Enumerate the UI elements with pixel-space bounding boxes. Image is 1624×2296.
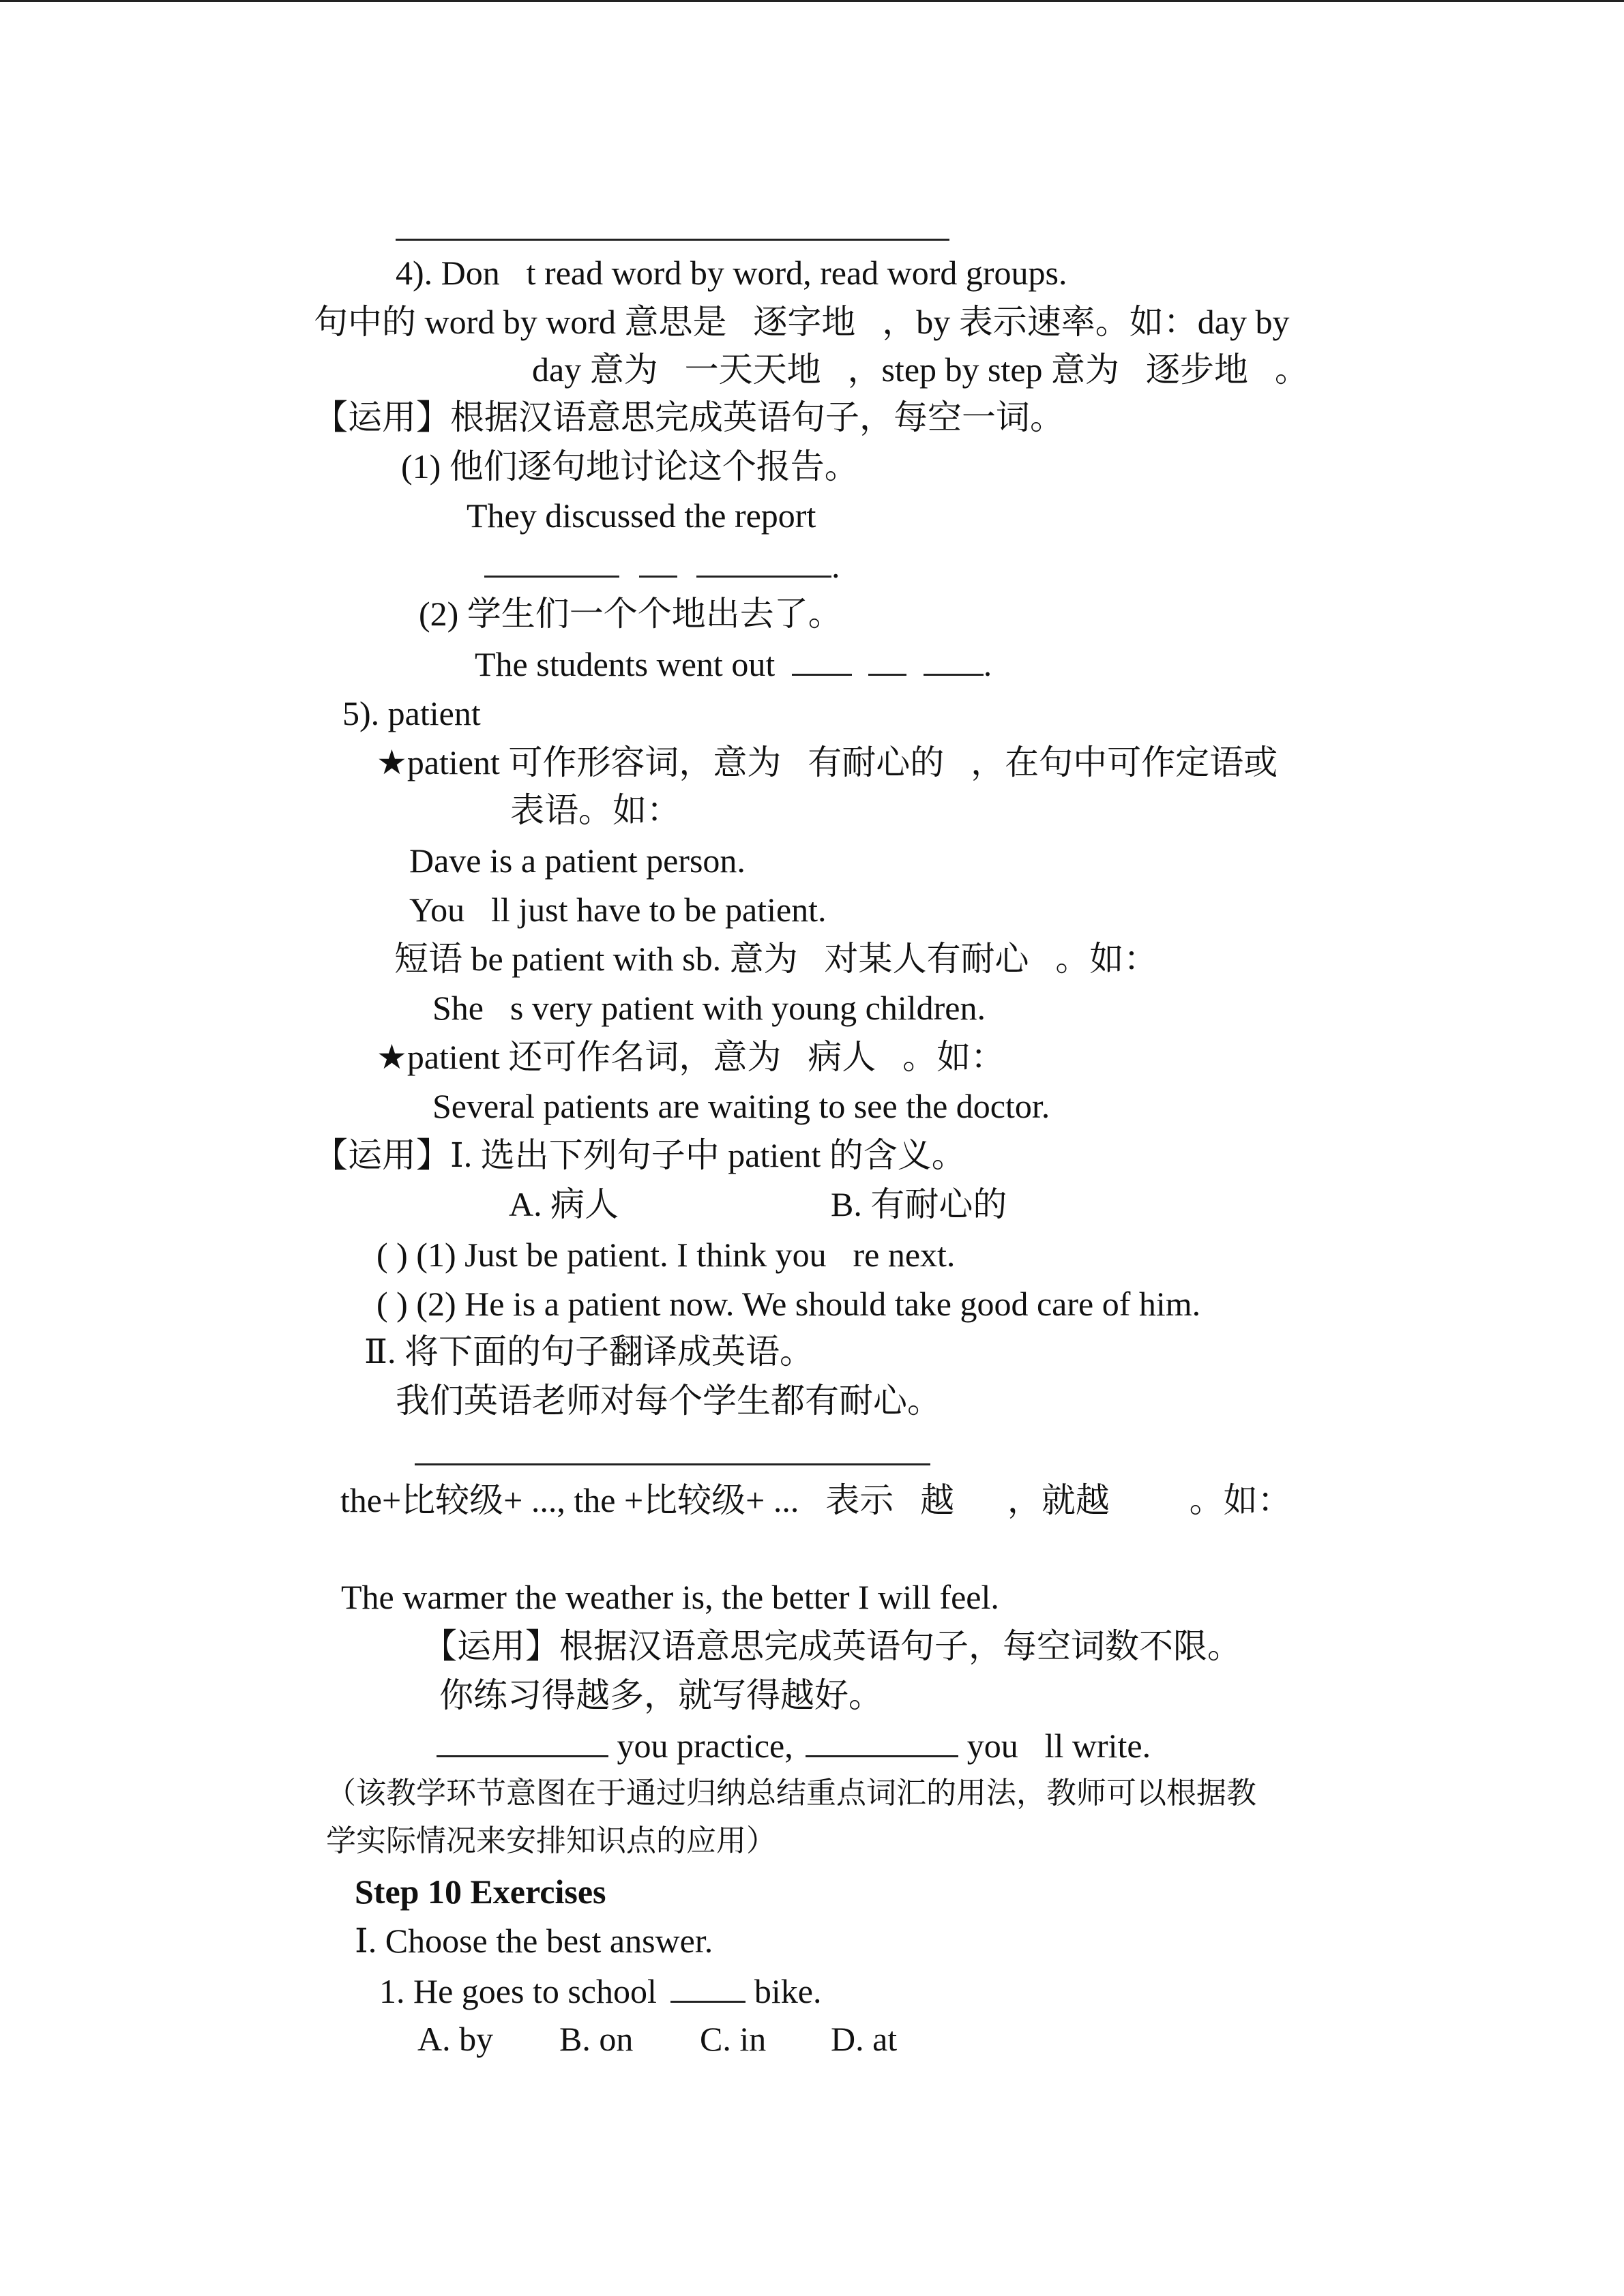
answer-option-a[interactable]: A. by: [417, 2020, 494, 2058]
explanation-text: ★patient 还可作名词，意为 病人 。如：: [377, 1038, 1005, 1076]
teaching-note: （该教学环节意图在于通过归纳总结重点词汇的用法，教师可以根据教: [326, 1776, 1256, 1810]
note-item-5: 5). patient: [342, 694, 481, 732]
period: .: [831, 547, 840, 585]
exercise-instruction: 【运用】根据汉语意思完成英语句子，每空一词。: [314, 398, 1064, 436]
fill-blank[interactable]: [806, 1725, 958, 1757]
explanation-text: day 意为 一天天地 ，step by step 意为 逐步地 。: [532, 351, 1309, 389]
option-a: A. 病人: [509, 1185, 619, 1223]
exercise-instruction: 【运用】Ⅰ. 选出下列句子中 patient 的含义。: [314, 1136, 966, 1174]
exercise-instruction: 【运用】根据汉语意思完成英语句子，每空词数不限。: [423, 1627, 1241, 1665]
exercise-sentence: [475, 644, 992, 685]
exercise-prompt: (2) 学生们一个个地出去了。: [419, 595, 842, 633]
fill-blank-row: [484, 546, 840, 586]
example-sentence: She s very patient with young children.: [432, 989, 986, 1027]
fill-blank[interactable]: [868, 644, 906, 676]
fill-blank[interactable]: [484, 546, 619, 578]
example-sentence: Several patients are waiting to see the doctor.: [432, 1087, 1050, 1125]
fill-blank[interactable]: [670, 1971, 745, 2003]
choice-question: ( ) (2) He is a patient now. We should take good care of him.: [377, 1285, 1201, 1323]
option-b: B. 有耐心的: [831, 1185, 1007, 1223]
sentence-text: you ll write.: [966, 1727, 1151, 1765]
answer-option-b[interactable]: B. on: [559, 2020, 634, 2058]
answer-option-c[interactable]: C. in: [700, 2020, 767, 2058]
choice-question: [379, 1971, 821, 2012]
teaching-note: 学实际情况来安排知识点的应用）: [326, 1824, 776, 1858]
explanation-text: 表语。如：: [510, 791, 681, 829]
answer-blank-line: [396, 239, 949, 241]
sentence-text: The students went out: [475, 645, 776, 683]
exercise-instruction: Ⅱ. 将下面的句子翻译成英语。: [364, 1332, 814, 1371]
answer-option-d[interactable]: D. at: [831, 2020, 898, 2058]
explanation-text: 短语 be patient with sb. 意为 对某人有耐心 。如：: [394, 940, 1158, 978]
fill-blank[interactable]: [792, 644, 852, 676]
fill-blank[interactable]: [924, 644, 984, 676]
fill-blank[interactable]: [639, 546, 677, 578]
period: .: [983, 645, 992, 683]
explanation-text: 句中的 word by word 意思是 逐字地 ，by 表示速率。如：day by: [314, 303, 1290, 341]
exercise-instruction: Ⅰ. Choose the best answer.: [355, 1922, 713, 1960]
fill-blank[interactable]: [437, 1725, 608, 1757]
question-text: bike.: [754, 1972, 822, 2010]
exercise-prompt: (1) 他们逐句地讨论这个报告。: [401, 447, 859, 486]
exercise-sentence: [437, 1725, 1151, 1766]
exercise-prompt: 你练习得越多，就写得越好。: [439, 1676, 883, 1714]
fill-blank[interactable]: [696, 546, 831, 578]
page-top-border: [0, 0, 1624, 2]
example-sentence: The warmer the weather is, the better I will feel.: [341, 1578, 999, 1616]
explanation-text: ★patient 可作形容词，意为 有耐心的 ，在句中可作定语或: [377, 743, 1278, 781]
question-text: 1. He goes to school: [379, 1972, 657, 2010]
grammar-point:  the+比较级+ ..., the +比较级+ ... 表示 越  ，就越   。如：: [314, 1481, 1292, 1519]
example-sentence: Dave is a patient person.: [409, 841, 745, 880]
exercise-prompt: 我们英语老师对每个学生都有耐心。: [396, 1382, 941, 1420]
note-item-4: 4). Don t read word by word, read word groups.: [396, 254, 1067, 292]
section-heading: Step 10 Exercises: [355, 1873, 606, 1911]
answer-blank-line: [415, 1463, 930, 1465]
sentence-text: you practice,: [617, 1727, 793, 1765]
example-sentence: You ll just have to be patient.: [409, 891, 827, 929]
exercise-sentence: They discussed the report: [467, 496, 816, 535]
choice-question: ( ) (1) Just be patient. I think you re next.: [377, 1236, 956, 1274]
